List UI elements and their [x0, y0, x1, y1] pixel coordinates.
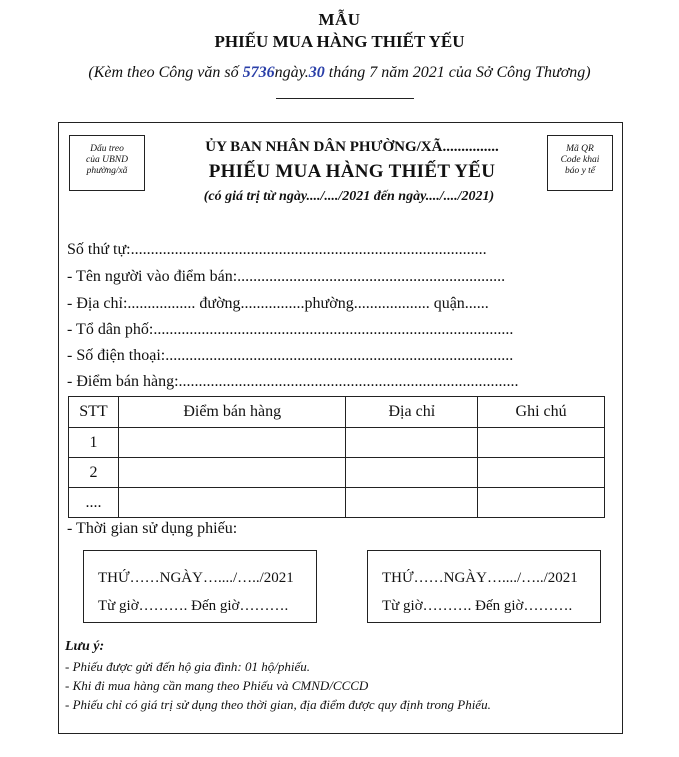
- time-slot-day: THỨ……NGÀY…..../…../2021: [382, 570, 578, 586]
- header-divider: [276, 98, 414, 99]
- field-address: - Địa chỉ:................. đường................phường................... quận......: [67, 295, 489, 312]
- field-sales-point: - Điểm bán hàng:.....................................................................................: [67, 373, 519, 390]
- time-slot-hours: Từ giờ………. Đến giờ……….: [382, 598, 573, 614]
- ref-middle: ngày.: [274, 64, 309, 81]
- ref-suffix: tháng 7 năm 2021 của Sở Công Thương): [324, 64, 591, 81]
- table-row: [69, 488, 605, 518]
- ref-day: 30: [308, 64, 325, 81]
- stamp-line: phường/xã: [86, 166, 128, 176]
- table-row: [69, 428, 605, 458]
- qr-line: báo y tế: [564, 166, 596, 176]
- qr-line: Code khai: [560, 155, 600, 165]
- cell-address: [346, 458, 478, 488]
- field-phone: - Số điện thoại:.......................................................................................: [67, 347, 514, 364]
- header-sales-point: Điểm bán hàng: [118, 397, 346, 428]
- stamp-line: Dấu treo: [90, 144, 124, 154]
- doc-reference: [0, 64, 679, 82]
- cell-address: [346, 428, 478, 458]
- stamp-line: của UBND: [86, 155, 128, 165]
- table-header-row: [69, 397, 605, 428]
- table-row: [69, 458, 605, 488]
- note-item: - Phiếu chỉ có giá trị sử dụng theo thời gian, địa điểm được quy định trong Phiếu.: [65, 697, 491, 712]
- cell-stt: 2: [69, 458, 119, 488]
- note-item: - Phiếu được gửi đến hộ gia đình: 01 hộ/phiếu.: [65, 659, 310, 674]
- time-slot-box: [367, 550, 601, 623]
- header-notes: Ghi chú: [478, 397, 605, 428]
- cell-notes: [478, 428, 605, 458]
- sales-point-table: [68, 396, 605, 518]
- time-slot-day: THỨ……NGÀY…..../…../2021: [98, 570, 294, 586]
- notes-title: Lưu ý:: [65, 639, 105, 654]
- cell-notes: [478, 458, 605, 488]
- note-item: - Khi đi mua hàng cần mang theo Phiếu và CMND/CCCD: [65, 678, 369, 693]
- doc-label: MẪU: [318, 10, 361, 29]
- cell-sales-point: [118, 428, 346, 458]
- cell-address: [346, 488, 478, 518]
- qr-line: Mã QR: [566, 144, 594, 154]
- ref-number: 5736: [242, 64, 275, 81]
- field-visitor-name: - Tên người vào điểm bán:...................................................................: [67, 268, 506, 285]
- form-title: PHIẾU MUA HÀNG THIẾT YẾU: [208, 161, 496, 182]
- field-residential-group: - Tổ dân phố:..........................................................................................: [67, 321, 514, 338]
- qr-code-box: [547, 135, 613, 191]
- stamp-box: [69, 135, 145, 191]
- cell-notes: [478, 488, 605, 518]
- time-slot-hours: Từ giờ………. Đến giờ……….: [98, 598, 289, 614]
- validity-period: (có giá trị từ ngày..../..../2021 đến ngày..../..../2021): [203, 189, 495, 204]
- field-sequence-number: Số thứ tự:.........................................................................................: [67, 241, 487, 258]
- header-stt: STT: [69, 397, 119, 428]
- usage-time-label: - Thời gian sử dụng phiếu:: [67, 520, 238, 537]
- time-slot-box: [83, 550, 317, 623]
- cell-stt: ....: [69, 488, 119, 518]
- header-address: Địa chỉ: [346, 397, 478, 428]
- doc-title: PHIẾU MUA HÀNG THIẾT YẾU: [214, 32, 465, 51]
- cell-sales-point: [118, 458, 346, 488]
- voucher-form: [58, 122, 623, 734]
- ward-committee: ỦY BAN NHÂN DÂN PHƯỜNG/XÃ...............: [205, 139, 499, 155]
- cell-stt: 1: [69, 428, 119, 458]
- cell-sales-point: [118, 488, 346, 518]
- ref-prefix: (Kèm theo Công văn số: [88, 64, 243, 81]
